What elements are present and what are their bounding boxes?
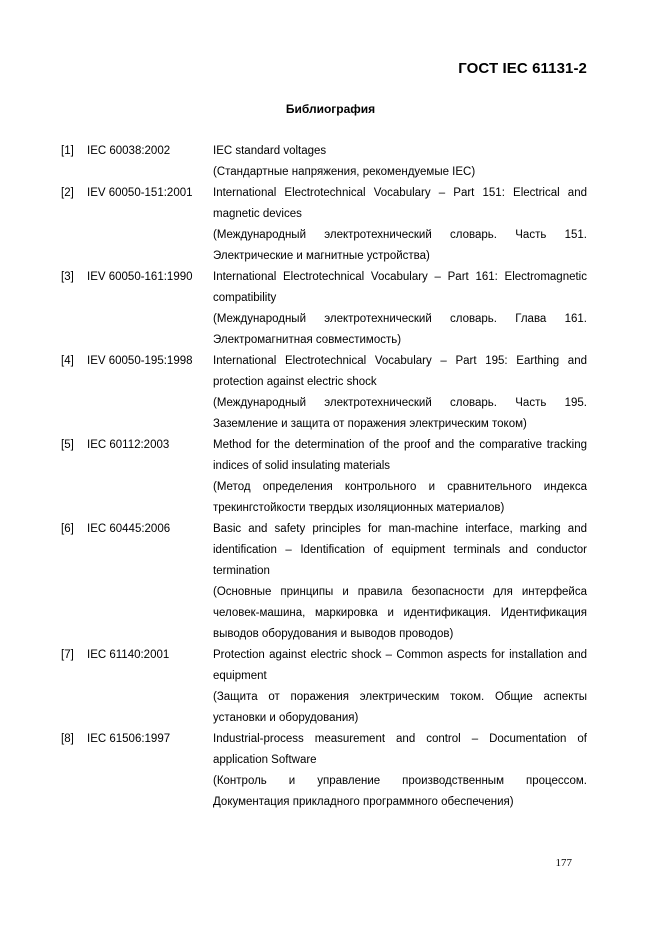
entry-title-ru: (Международный электротехнический словарь. Глава 161. Электромагнитная совместимость): [213, 313, 587, 346]
standard-header: ГОСТ IEC 61131-2: [458, 60, 587, 77]
entry-description: [213, 645, 587, 729]
entry-code: IEC 60445:2006: [87, 523, 171, 535]
entry-code: IEC 61140:2001: [87, 649, 170, 661]
entry-title-ru: (Защита от поражения электрическим током. Общие аспекты установки и оборудования): [213, 691, 587, 724]
bibliography-entry: [61, 645, 587, 729]
entry-description: [213, 519, 587, 645]
bibliography-entry: [61, 729, 587, 813]
bibliography-entry: [61, 141, 587, 183]
entry-code: IEC 60112:2003: [87, 439, 170, 451]
entry-number: [7]: [61, 649, 74, 661]
entry-number: [2]: [61, 187, 74, 199]
entry-title-en: Method for the determination of the proof and the comparative tracking indices of solid insulating materials: [213, 439, 587, 472]
entry-description: [213, 729, 587, 813]
entry-title-en: International Electrotechnical Vocabulary – Part 151: Electrical and magnetic devices: [213, 187, 587, 220]
entry-title-ru: (Стандартные напряжения, рекомендуемые IEC): [213, 166, 476, 178]
entry-description: [213, 351, 587, 435]
entry-number: [6]: [61, 523, 74, 535]
entry-code: IEV 60050-151:2001: [87, 187, 193, 199]
entry-title-en: International Electrotechnical Vocabulary – Part 195: Earthing and protection against electric shock: [213, 355, 587, 388]
entry-title-en: Industrial-process measurement and control – Documentation of application Software: [213, 733, 587, 766]
entry-title-ru: (Контроль и управление производственным процессом. Документация прикладного программного обеспечения): [213, 775, 587, 808]
entry-code: IEV 60050-195:1998: [87, 355, 193, 367]
entry-title-ru: (Международный электротехнический словарь. Часть 151. Электрические и магнитные устройства): [213, 229, 587, 262]
entry-title-en: International Electrotechnical Vocabulary – Part 161: Electromagnetic compatibility: [213, 271, 587, 304]
entry-number: [3]: [61, 271, 74, 283]
entry-description: [213, 183, 587, 267]
bibliography-title: Библиография: [285, 102, 376, 116]
entry-title-en: Protection against electric shock – Common aspects for installation and equipment: [213, 649, 587, 682]
entry-title-en: IEC standard voltages: [213, 145, 327, 157]
entry-number: [5]: [61, 439, 74, 451]
bibliography-entry: [61, 435, 587, 519]
bibliography-entry: [61, 519, 587, 645]
entry-description: [213, 141, 587, 183]
entry-title-en: Basic and safety principles for man-machine interface, marking and identification – Identification of equipment terminals and conductor termination: [213, 523, 587, 577]
entry-number: [4]: [61, 355, 74, 367]
entry-title-ru: (Международный электротехнический словарь. Часть 195. Заземление и защита от поражения электрическим током): [213, 397, 587, 430]
entry-description: [213, 267, 587, 351]
entry-code: IEC 61506:1997: [87, 733, 171, 745]
bibliography-entry: [61, 183, 587, 267]
entry-title-ru: (Метод определения контрольного и сравнительного индекса трекингстойкости твердых изоляционных материалов): [213, 481, 587, 514]
entry-title-ru: (Основные принципы и правила безопасности для интерфейса человек-машина, маркировка и идентификация. Идентификация выводов оборудования и выводов проводов): [213, 586, 587, 640]
entry-code: IEV 60050-161:1990: [87, 271, 193, 283]
bibliography-entry: [61, 267, 587, 351]
page-number: 177: [555, 857, 572, 869]
entry-number: [1]: [61, 145, 74, 157]
entry-number: [8]: [61, 733, 74, 745]
bibliography-list: [61, 141, 587, 813]
bibliography-entry: [61, 351, 587, 435]
entry-description: [213, 435, 587, 519]
entry-code: IEC 60038:2002: [87, 145, 171, 157]
